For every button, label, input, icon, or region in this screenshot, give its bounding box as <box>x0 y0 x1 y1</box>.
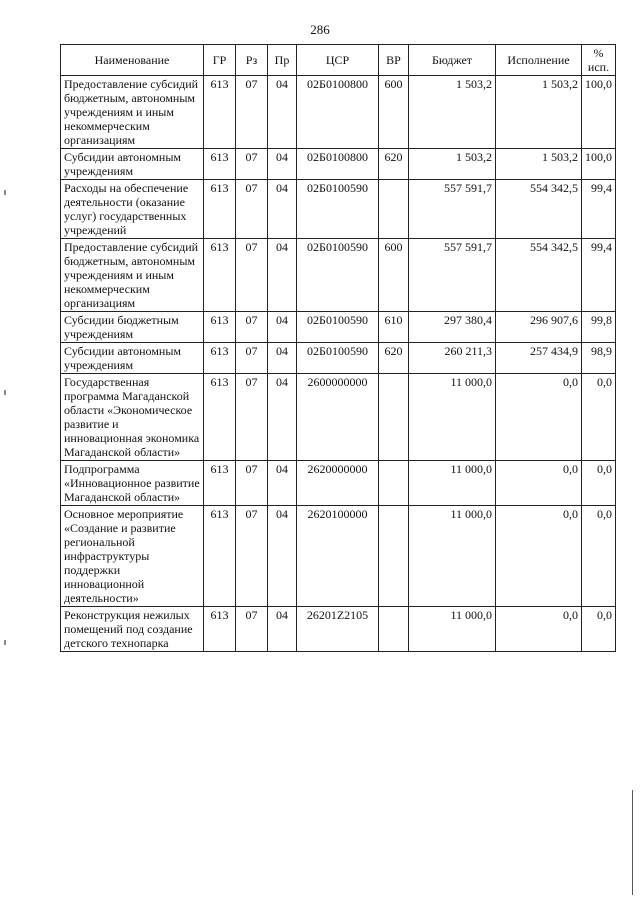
cell-budget: 1 503,2 <box>409 76 496 149</box>
header-execution: Исполнение <box>496 45 582 76</box>
cell-budget: 11 000,0 <box>409 506 496 607</box>
table-row <box>61 312 616 343</box>
cell-percent: 0,0 <box>582 607 616 652</box>
cell-gr: 613 <box>204 343 236 374</box>
table-row <box>61 343 616 374</box>
cell-vr: 610 <box>379 312 409 343</box>
cell-budget: 557 591,7 <box>409 180 496 239</box>
cell-csr: 02Б0100590 <box>297 239 379 312</box>
cell-rz: 07 <box>236 312 268 343</box>
cell-gr: 613 <box>204 374 236 461</box>
cell-percent: 99,8 <box>582 312 616 343</box>
cell-gr: 613 <box>204 149 236 180</box>
right-margin-rule <box>632 790 633 895</box>
cell-percent: 0,0 <box>582 506 616 607</box>
table-row <box>61 239 616 312</box>
cell-name: Расходы на обеспечение деятельности (оказание услуг) государственных учреждений <box>61 180 204 239</box>
table-row <box>61 180 616 239</box>
table-row <box>61 76 616 149</box>
header-name: Наименование <box>61 45 204 76</box>
header-pr: Пр <box>268 45 297 76</box>
cell-pr: 04 <box>268 607 297 652</box>
cell-execution: 0,0 <box>496 461 582 506</box>
cell-rz: 07 <box>236 461 268 506</box>
table-row <box>61 149 616 180</box>
cell-execution: 554 342,5 <box>496 239 582 312</box>
cell-vr: 600 <box>379 239 409 312</box>
cell-name: Основное мероприятие «Создание и развитие региональной инфраструктуры поддержки инновационной деятельности» <box>61 506 204 607</box>
cell-csr: 02Б0100800 <box>297 76 379 149</box>
header-rz: Рз <box>236 45 268 76</box>
cell-vr <box>379 461 409 506</box>
cell-rz: 07 <box>236 506 268 607</box>
cell-budget: 11 000,0 <box>409 607 496 652</box>
cell-csr: 02Б0100590 <box>297 180 379 239</box>
cell-percent: 0,0 <box>582 374 616 461</box>
cell-rz: 07 <box>236 180 268 239</box>
cell-csr: 2620000000 <box>297 461 379 506</box>
cell-execution: 0,0 <box>496 607 582 652</box>
left-margin-mark <box>4 390 6 395</box>
cell-gr: 613 <box>204 506 236 607</box>
cell-gr: 613 <box>204 461 236 506</box>
cell-name: Предоставление субсидий бюджетным, автономным учреждениям и иным некоммерческим организациям <box>61 76 204 149</box>
cell-csr: 2620100000 <box>297 506 379 607</box>
cell-execution: 0,0 <box>496 374 582 461</box>
cell-pr: 04 <box>268 461 297 506</box>
table-row <box>61 374 616 461</box>
cell-name: Предоставление субсидий бюджетным, автономным учреждениям и иным некоммерческим организациям <box>61 239 204 312</box>
cell-rz: 07 <box>236 374 268 461</box>
cell-percent: 99,4 <box>582 180 616 239</box>
cell-pr: 04 <box>268 312 297 343</box>
cell-gr: 613 <box>204 180 236 239</box>
cell-percent: 99,4 <box>582 239 616 312</box>
cell-pr: 04 <box>268 76 297 149</box>
cell-csr: 02Б0100590 <box>297 343 379 374</box>
cell-vr: 620 <box>379 343 409 374</box>
cell-vr <box>379 180 409 239</box>
cell-execution: 296 907,6 <box>496 312 582 343</box>
cell-csr: 02Б0100800 <box>297 149 379 180</box>
cell-budget: 297 380,4 <box>409 312 496 343</box>
cell-csr: 26201Z2105 <box>297 607 379 652</box>
cell-vr: 620 <box>379 149 409 180</box>
cell-csr: 2600000000 <box>297 374 379 461</box>
left-margin-mark <box>4 190 6 195</box>
cell-name: Субсидии автономным учреждениям <box>61 149 204 180</box>
cell-rz: 07 <box>236 607 268 652</box>
cell-execution: 554 342,5 <box>496 180 582 239</box>
cell-pr: 04 <box>268 180 297 239</box>
cell-name: Субсидии автономным учреждениям <box>61 343 204 374</box>
header-vr: ВР <box>379 45 409 76</box>
cell-pr: 04 <box>268 239 297 312</box>
cell-pr: 04 <box>268 374 297 461</box>
cell-budget: 557 591,7 <box>409 239 496 312</box>
cell-pr: 04 <box>268 149 297 180</box>
cell-pr: 04 <box>268 506 297 607</box>
cell-budget: 1 503,2 <box>409 149 496 180</box>
cell-execution: 1 503,2 <box>496 149 582 180</box>
cell-budget: 260 211,3 <box>409 343 496 374</box>
cell-name: Государственная программа Магаданской области «Экономическое развитие и инновационная экономика Магаданской области» <box>61 374 204 461</box>
cell-csr: 02Б0100590 <box>297 312 379 343</box>
page-number: 286 <box>310 22 330 37</box>
cell-rz: 07 <box>236 239 268 312</box>
cell-gr: 613 <box>204 607 236 652</box>
cell-vr: 600 <box>379 76 409 149</box>
cell-vr <box>379 374 409 461</box>
header-csr: ЦСР <box>297 45 379 76</box>
cell-name: Реконструкция нежилых помещений под создание детского технопарка <box>61 607 204 652</box>
budget-table <box>60 44 616 652</box>
cell-vr <box>379 506 409 607</box>
left-margin-mark <box>4 640 6 645</box>
cell-name: Субсидии бюджетным учреждениям <box>61 312 204 343</box>
cell-gr: 613 <box>204 312 236 343</box>
cell-percent: 100,0 <box>582 149 616 180</box>
cell-execution: 0,0 <box>496 506 582 607</box>
header-percent: % исп. <box>582 45 616 76</box>
cell-budget: 11 000,0 <box>409 461 496 506</box>
table-row <box>61 461 616 506</box>
table-header-row <box>61 45 616 76</box>
cell-percent: 98,9 <box>582 343 616 374</box>
cell-name: Подпрограмма «Инновационное развитие Магаданской области» <box>61 461 204 506</box>
cell-percent: 0,0 <box>582 461 616 506</box>
cell-gr: 613 <box>204 239 236 312</box>
cell-execution: 257 434,9 <box>496 343 582 374</box>
cell-budget: 11 000,0 <box>409 374 496 461</box>
cell-vr <box>379 607 409 652</box>
header-budget: Бюджет <box>409 45 496 76</box>
cell-execution: 1 503,2 <box>496 76 582 149</box>
header-gr: ГР <box>204 45 236 76</box>
cell-pr: 04 <box>268 343 297 374</box>
cell-rz: 07 <box>236 149 268 180</box>
cell-percent: 100,0 <box>582 76 616 149</box>
table-row <box>61 607 616 652</box>
cell-gr: 613 <box>204 76 236 149</box>
table-row <box>61 506 616 607</box>
cell-rz: 07 <box>236 343 268 374</box>
cell-rz: 07 <box>236 76 268 149</box>
